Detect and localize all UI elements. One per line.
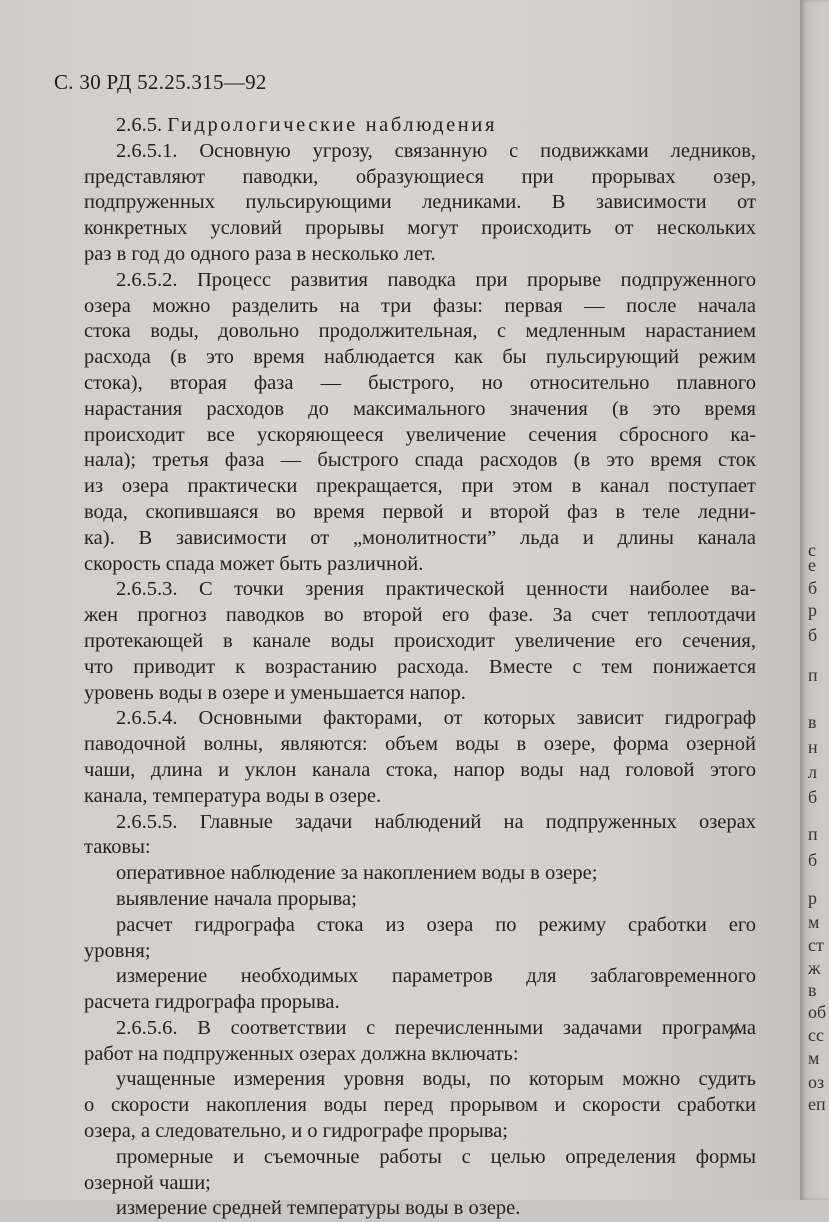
section-number: 2.6.5.	[116, 114, 163, 136]
text-line: 2.6.5.3. С точки зрения практической ценности наиболее ва-	[116, 578, 756, 601]
text-line: подпруженных пульсирующими ледниками. В зависимости от	[84, 191, 756, 214]
text-line: уровня;	[84, 939, 151, 962]
edge-letter: м	[808, 912, 820, 932]
edge-letter: сс	[808, 1025, 824, 1045]
list-item: расчет гидрографа стока из озера по режиму сработки его	[116, 913, 756, 936]
text-line: чаши, длина и уклон канала стока, напор воды над головой этого	[84, 758, 756, 781]
text-line: нала); третья фаза — быстрого спада расходов (в это время сток	[84, 449, 756, 472]
edge-letter: п	[808, 665, 818, 685]
adjacent-page-edge	[800, 0, 829, 1200]
text-line: 2.6.5.2. Процесс развития паводка при прорыве подпруженного	[116, 268, 756, 291]
text-line: что приводит к возрастанию расхода. Вместе с тем понижается	[84, 655, 756, 678]
list-item: выявление начала прорыва;	[116, 887, 357, 910]
pen-mark-icon	[728, 1022, 740, 1040]
list-item: оперативное наблюдение за накоплением воды в озере;	[116, 862, 598, 885]
text-line: таковы:	[84, 836, 151, 859]
list-item: измерение необходимых параметров для заблаговременного	[116, 965, 756, 988]
edge-letter: об	[808, 1002, 827, 1022]
edge-letter: с	[808, 540, 816, 560]
text-line: паводочной волны, являются: объем воды в озере, форма озерной	[84, 733, 756, 756]
text-line: представляют паводки, образующиеся при прорывах озер,	[84, 165, 756, 188]
text-line: расчета гидрографа прорыва.	[84, 991, 340, 1014]
text-line: из озера практически прекращается, при этом в канал поступает	[84, 475, 756, 498]
text-line: озера можно разделить на три фазы: первая — после начала	[84, 294, 756, 317]
edge-letter: в	[808, 712, 817, 732]
text-line: расхода (в это время наблюдается как бы пульсирующий режим	[84, 346, 756, 369]
edge-letter: н	[808, 737, 818, 757]
text-line: протекающей в канале воды происходит увеличение его сечения,	[84, 629, 756, 652]
text-line: работ на подпруженных озерах должна включать:	[84, 1042, 519, 1065]
edge-letter: р	[808, 600, 817, 620]
text-line: нарастания расходов до максимального значения (в это время	[84, 397, 756, 420]
text-line: ка). В зависимости от „монолитности” льда и длины канала	[84, 526, 756, 549]
text-line: озера, а следовательно, и о гидрографе прорыва;	[84, 1120, 508, 1143]
text-line: жен прогноз паводков во второй его фазе. За счет теплоотдачи	[84, 604, 756, 627]
edge-letter: оз	[808, 1072, 825, 1092]
text-line: раз в год до одного раза в несколько лет.	[84, 242, 436, 265]
text-line: канала, температура воды в озере.	[84, 784, 382, 807]
text-line: стока), вторая фаза — быстрого, но относительно плавного	[84, 371, 756, 394]
text-line: о скорости накопления воды перед прорывом и скорости сработки	[84, 1094, 756, 1117]
text-line: 2.6.5.4. Основными факторами, от которых зависит гидрограф	[116, 707, 756, 730]
edge-letter: в	[808, 980, 817, 1000]
list-item: измерение средней температуры воды в озере.	[116, 1197, 521, 1220]
edge-letter: е	[808, 555, 816, 575]
section-title: Гидрологические наблюдения	[167, 114, 497, 136]
edge-letter: б	[808, 625, 818, 645]
text-line: 2.6.5.6. В соответствии с перечисленными задачами программа	[116, 1016, 756, 1039]
text-line: скорость спада может быть различной.	[84, 552, 424, 575]
list-item: учащенные измерения уровня воды, по которым можно судить	[116, 1068, 756, 1091]
text-line: уровень воды в озере и уменьшается напор.	[84, 681, 466, 704]
text-line: конкретных условий прорывы могут происходить от нескольких	[84, 217, 756, 240]
text-line: происходит все ускоряющееся увеличение сечения сбросного ка-	[84, 423, 756, 446]
list-item: промерные и съемочные работы с целью определения формы	[116, 1145, 756, 1168]
edge-letter: еп	[808, 1094, 826, 1114]
edge-letter: б	[808, 850, 818, 870]
text-line: 2.6.5.1. Основную угрозу, связанную с подвижками ледников,	[116, 139, 756, 162]
text-line: 2.6.5.5. Главные задачи наблюдений на подпруженных озерах	[116, 810, 756, 833]
text-line: стока воды, довольно продолжительная, с медленным нарастанием	[84, 320, 756, 343]
edge-letter: м	[808, 1048, 820, 1068]
edge-letter: р	[808, 888, 817, 908]
edge-letter: б	[808, 787, 818, 807]
edge-letter: ж	[808, 958, 821, 978]
text-line: вода, скопившаяся во время первой и второй фаз в теле ледни-	[84, 500, 756, 523]
page-header: С. 30 РД 52.25.315—92	[54, 70, 267, 94]
section-heading	[84, 113, 756, 139]
adjacent-page-letters	[800, 0, 829, 1200]
edge-letter: ст	[808, 935, 824, 955]
edge-letter: б	[808, 578, 818, 598]
edge-letter: п	[808, 824, 818, 844]
body-text	[84, 113, 756, 1222]
text-line: озерной чаши;	[84, 1171, 211, 1194]
edge-letter: л	[808, 762, 817, 782]
